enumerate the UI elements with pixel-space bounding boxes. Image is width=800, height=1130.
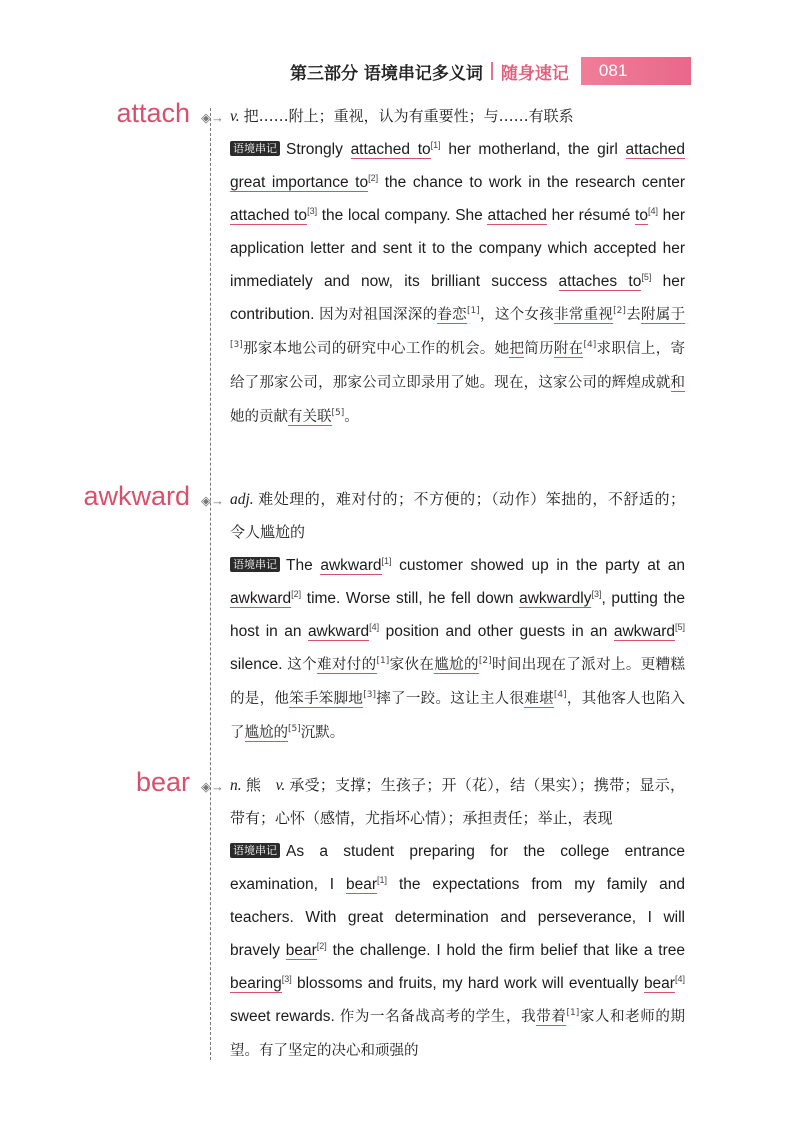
definition: adj. 难处理的，难对付的；不方便的；（动作）笨拙的，不舒适的；令人尴尬的 — [230, 490, 685, 541]
page-header — [290, 56, 720, 86]
section-title: 第三部分 语境串记多义词 — [290, 63, 483, 84]
example-paragraph: 语境串记 As a student preparing for the college entrance examination, I bear[1] the expectations from my family and teachers. With great determination and perseverance, I will bravely bear[2] the challenge. I hold the firm belief that like a tree bearing[3] blossoms and fruits, my hard work will eventually bear[4] sweet rewards. 作为一名备战高考的学生，我带着[1]家人和老师的期望。有了坚定的决心和顽强的 — [230, 843, 686, 1059]
headword-attach: attach — [116, 98, 190, 128]
brand-label: 随身速记 — [500, 63, 569, 84]
entry-marker-icon: ◈→ — [201, 110, 224, 125]
entry-bear — [230, 769, 685, 1068]
definition: v. 把……附上；重视，认为有重要性；与……有联系 — [230, 107, 574, 125]
entry-attach — [230, 100, 685, 434]
context-tag: 语境串记 — [230, 843, 280, 858]
context-tag: 语境串记 — [230, 557, 280, 572]
headword-awkward: awkward — [83, 481, 190, 511]
context-tag: 语境串记 — [230, 141, 280, 156]
headword-bear: bear — [135, 767, 190, 797]
entry-marker-icon: ◈→ — [201, 493, 224, 508]
example-paragraph: 语境串记 The awkward[1] customer showed up in the party at an awkward[2] time. Worse still, he fell down awkwardly[3], putting the host in an awkward[4] position and other guests in an awkward[5] silence. 这个难对付的[1]家伙在尴尬的[2]时间出现在了派对上。更糟糕的是，他笨手笨脚地[3]摔了一跤。这让主人很难堪[4]，其他客人也陷入了尴尬的[5]沉默。 — [230, 555, 686, 741]
definition: n. 熊 v. 承受；支撑；生孩子；开（花），结（果实）；携带；显示，带有；心怀（感情，尤指坏心情）；承担责任；举止，表现 — [230, 776, 685, 827]
example-paragraph: 语境串记 Strongly attached to[1] her motherland, the girl attached great importance to[2] the chance to work in the research center attached to[3] the local company. She attached her résumé to[4] her application letter and sent it to the company which accepted her immediately and now, its brilliant success attaches to[5] her contribution. 因为对祖国深深的眷恋[1]，这个女孩非常重视[2]去附属于[3]那家本地公司的研究中心工作的机会。她把简历附在[4]求职信上，寄给了那家公司，那家公司立即录用了她。现在，这家公司的辉煌成就和她的贡献有关联[5]。 — [230, 139, 686, 425]
entry-guide-line — [210, 108, 211, 1060]
header-divider — [491, 62, 493, 80]
entry-marker-icon: ◈→ — [201, 779, 224, 794]
page-number: 081 — [581, 57, 691, 85]
entry-awkward — [230, 483, 685, 750]
